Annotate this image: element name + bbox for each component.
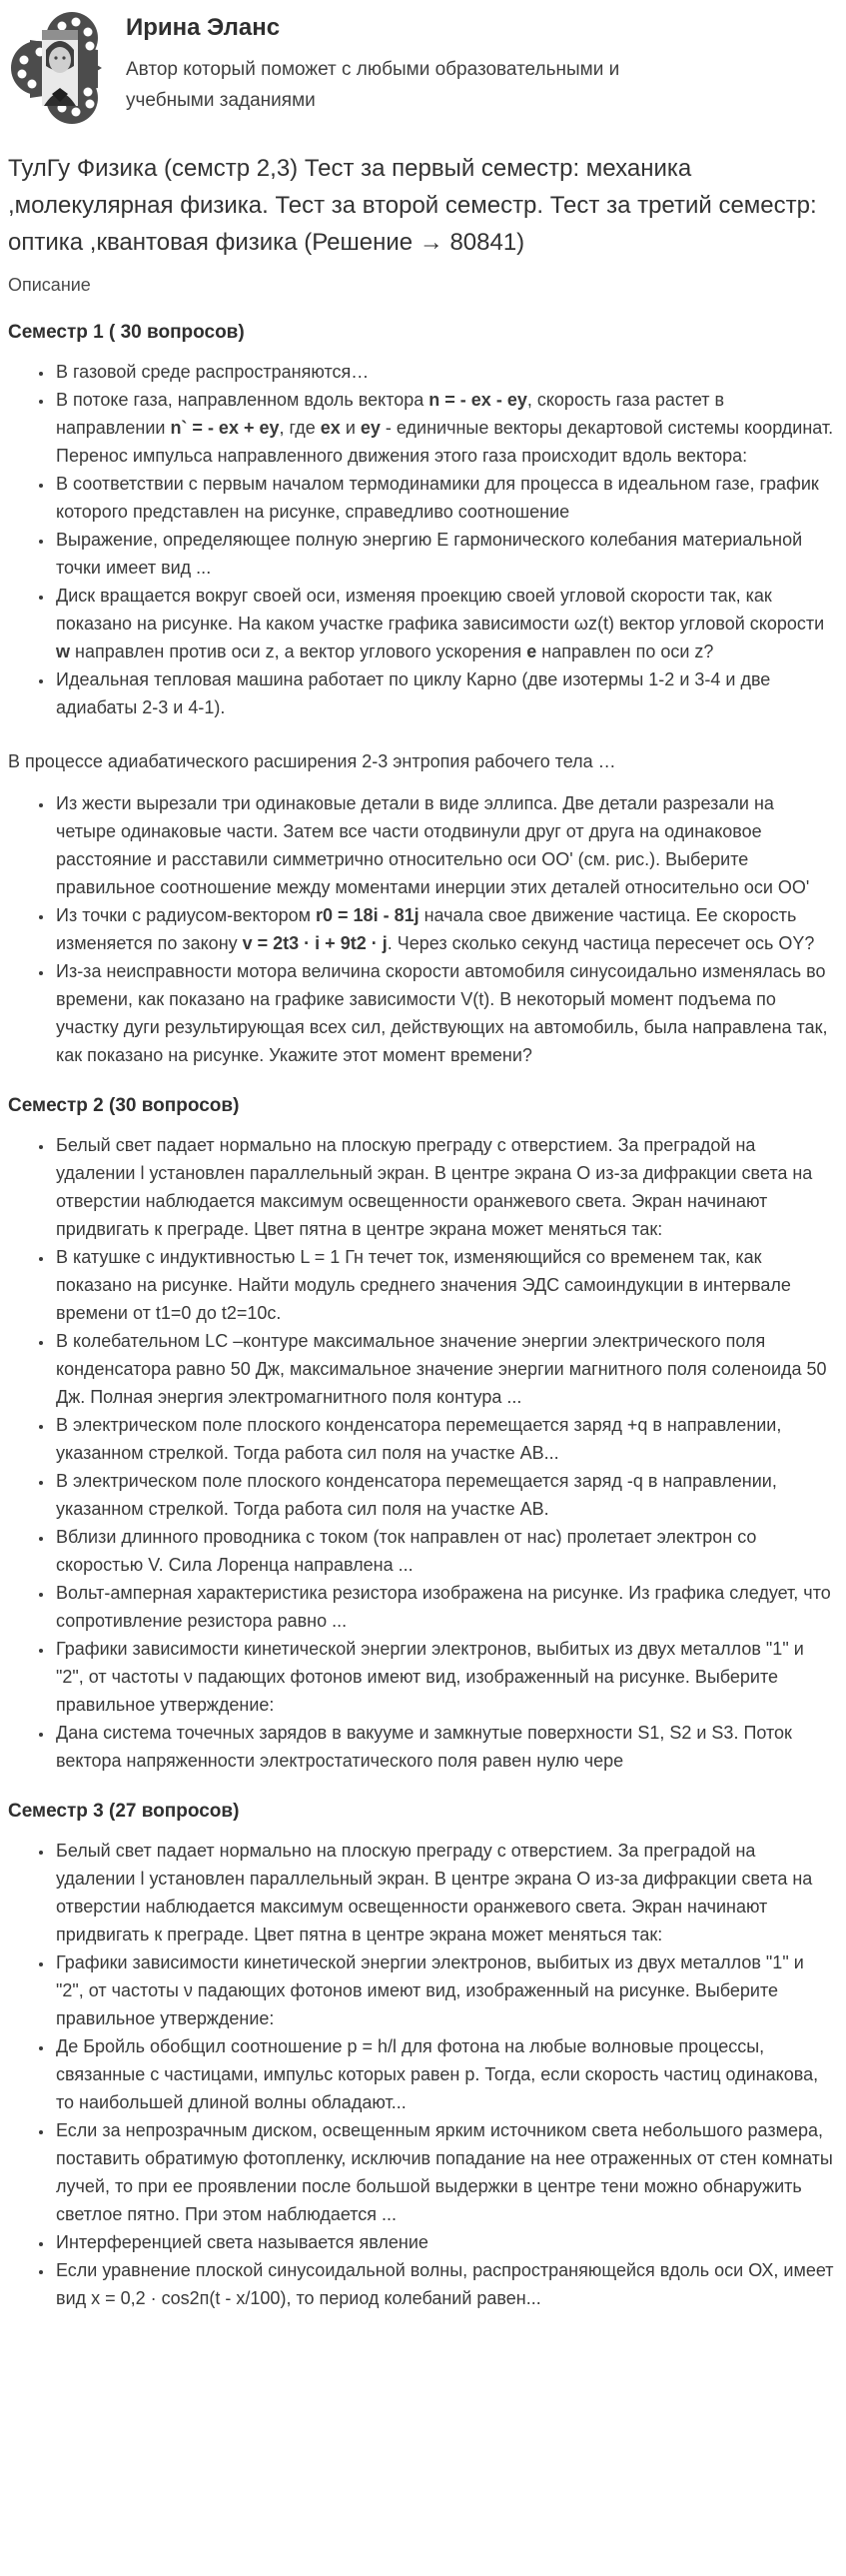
question-item: • В электрическом поле плоского конденсатора перемещается заряд -q в направлении, указанном стрелкой. Тогда работа сил поля на участке АВ. — [54, 1467, 834, 1523]
question-item: • В потоке газа, направленном вдоль вектора n = - ex - ey, скорость газа растет в направлении n` = - ex + ey, где ex и ey - единичные векторы декартовой системы координат. Перенос импульса направленного движения этого газа происходит вдоль вектора: — [54, 386, 834, 470]
content — [8, 322, 834, 2312]
question-item: • Графики зависимости кинетической энергии электронов, выбитых из двух металлов "1" и "2", от частоты ν падающих фотонов имеют вид, изображенный на рисунке. Выберите правильное утверждение: — [54, 1948, 834, 2032]
question-item: • В электрическом поле плоского конденсатора перемещается заряд +q в направлении, указанном стрелкой. Тогда работа сил поля на участке АВ... — [54, 1411, 834, 1467]
avatar — [10, 10, 110, 124]
question-list — [8, 358, 834, 721]
section-heading: Семестр 2 (30 вопросов) — [8, 1095, 240, 1116]
question-item: • Из-за неисправности мотора величина скорости автомобиля синусоидально изменялась во времени, как показано на графике зависимости V(t). В некоторый момент подъема по участку дуги результирующая всех сил, действующих на автомобиль, была направлена так, как показано на рисунке. Укажите этот момент времени? — [54, 957, 834, 1069]
question-item: • Дана система точечных зарядов в вакууме и замкнутые поверхности S1, S2 и S3. Поток вектора напряженности электростатического поля равен нулю чере — [54, 1719, 834, 1775]
question-item: • Белый свет падает нормально на плоскую преграду с отверстием. За преградой на удалении l установлен параллельный экран. В центре экрана О из-за дифракции света на отверстии наблюдается максимум освещенности оранжевого света. Экран начинают придвигать к преграде. Цвет пятна в центре экрана может меняться так: — [54, 1837, 834, 1948]
author-header — [8, 10, 834, 124]
question-item: • Вблизи длинного проводника с током (ток направлен от нас) пролетает электрон со скоростью V. Сила Лоренца направлена ... — [54, 1523, 834, 1579]
question-item: • Если за непрозрачным диском, освещенным ярким источником света небольшого размера, поставить обратимую фотопленку, исключив попадание на нее отраженных от стен комнаты лучей, то при ее проявлении после большой выдержки в центре тени можно обнаружить светлое пятно. При этом наблюдается ... — [54, 2116, 834, 2228]
question-item: • Если уравнение плоской синусоидальной волны, распространяющейся вдоль оси ОХ, имеет вид x = 0,2 · cos2п(t - x/100), то период колебаний равен... — [54, 2256, 834, 2312]
question-item: • В соответствии с первым началом термодинамики для процесса в идеальном газе, график которого представлен на рисунке, справедливо соотношение — [54, 470, 834, 526]
question-item: • Вольт-амперная характеристика резистора изображена на рисунке. Из графика следует, что сопротивление резистора равно ... — [54, 1579, 834, 1635]
section-heading: Семестр 3 (27 вопросов) — [8, 1801, 240, 1822]
question-item: • В колебательном LC –контуре максимальное значение энергии электрического поля конденсатора равно 50 Дж, максимальное значение энергии магнитного поля соленоида 50 Дж. Полная энергия электромагнитного поля контура ... — [54, 1327, 834, 1411]
description-label: Описание — [8, 275, 91, 295]
question-item: • В катушке с индуктивностью L = 1 Гн течет ток, изменяющийся со временем так, как показано на рисунке. Найти модуль среднего значения ЭДС самоиндукции в интервале времени от t1=0 до t2=10c. — [54, 1243, 834, 1327]
question-item: • Интерференцией света называется явление — [54, 2228, 834, 2256]
question-list — [8, 1131, 834, 1775]
question-item: • Графики зависимости кинетической энергии электронов, выбитых из двух металлов "1" и "2", от частоты ν падающих фотонов имеют вид, изображенный на рисунке. Выберите правильное утверждение: — [54, 1635, 834, 1719]
question-item: • Из жести вырезали три одинаковые детали в виде эллипса. Две детали разрезали на четыре одинаковые части. Затем все части отодвинули друг от друга на одинаковое расстояние и расставили симметрично относительно оси ОО' (см. рис.). Выберите правильное соотношение между моментами инерции этих деталей относительно оси ОО' — [54, 789, 834, 901]
question-item: • Диск вращается вокруг своей оси, изменяя проекцию своей угловой скорости так, как показано на рисунке. На каком участке графика зависимости ωz(t) вектор угловой скорости w направлен против оси z, а вектор углового ускорения e направлен по оси z? — [54, 582, 834, 665]
question-item: • Из точки с радиусом-вектором r0 = 18i - 81j начала свое движение частица. Ее скорость изменяется по закону v = 2t3 · i + 9t2 · j. Через сколько секунд частица пересечет ось OY? — [54, 901, 834, 957]
paragraph: В процессе адиабатического расширения 2-3 энтропия рабочего тела … — [8, 751, 616, 771]
avatar-image — [10, 10, 110, 124]
question-item: • Выражение, определяющее полную энергию Е гармонического колебания материальной точки имеет вид ... — [54, 526, 834, 582]
question-item: • Де Бройль обобщил соотношение p = h/l для фотона на любые волновые процессы, связанные с частицами, импульс которых равен p. Тогда, если скорость частиц одинакова, то наибольшей длиной волны обладают... — [54, 2032, 834, 2116]
question-list — [8, 789, 834, 1069]
question-list — [8, 1837, 834, 2312]
author-description: Автор который поможет с любыми образовательными и учебными заданиями — [126, 59, 620, 111]
question-item: • Белый свет падает нормально на плоскую преграду с отверстием. За преградой на удалении l установлен параллельный экран. В центре экрана О из-за дифракции света на отверстии наблюдается максимум освещенности оранжевого света. Экран начинают придвигать к преграде. Цвет пятна в центре экрана может меняться так: — [54, 1131, 834, 1243]
page-title: ТулГу Физика (семстр 2,3) Тест за первый семестр: механика ,молекулярная физика. Тест за второй семестр. Тест за третий семестр: оптика ,квантовая физика (Решение → 80841) — [8, 155, 817, 256]
author-name: Ирина Эланс — [126, 14, 281, 41]
section-heading: Семестр 1 ( 30 вопросов) — [8, 322, 245, 343]
question-item: • Идеальная тепловая машина работает по циклу Карно (две изотермы 1-2 и 3-4 и две адиабаты 2-3 и 4-1). — [54, 665, 834, 721]
author-text — [126, 10, 685, 116]
question-item: • В газовой среде распространяются… — [54, 358, 834, 386]
